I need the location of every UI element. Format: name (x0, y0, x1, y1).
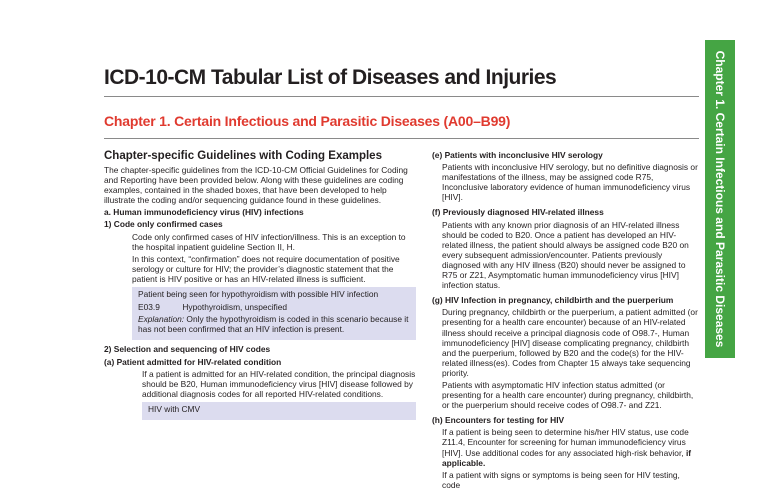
heading-selection-sequencing: 2) Selection and sequencing of HIV codes (104, 344, 271, 355)
paragraph-patient-admitted: If a patient is admitted for an HIV-related condition, the principal diagnosis should be B20, Human immunodeficiency virus [HIV] disease followed by additional diagnosis codes for all reported HIV-related conditions. (142, 368, 416, 399)
heading-confirmed-cases: 1) Code only confirmed cases (104, 219, 223, 230)
heading-hiv-pregnancy: (g) HIV Infection in pregnancy, childbirth and the puerperium (432, 295, 674, 306)
paragraph-inconclusive-serology: Patients with inconclusive HIV serology, but no definitive diagnosis or manifestations of the illness, may be assigned code R75, Inconclusive laboratory evidence of human immunodeficiency virus [HIV]. (442, 162, 698, 203)
paragraph-testing-symptoms: If a patient with signs or symptoms is being seen for HIV testing, code (442, 469, 680, 490)
paragraph-testing-for-hiv (442, 427, 700, 467)
example-code-row (138, 302, 410, 312)
example-explanation (138, 314, 410, 334)
paragraph-confirmation: In this context, “confirmation” does not require documentation of positive serology or culture for HIV; the provider’s diagnostic statement that the patient is HIV positive or has an HIV-related illness is sufficient. (132, 253, 400, 284)
paragraph-hiv-pregnancy-1: During pregnancy, childbirth or the puerperium, a patient admitted (or presenting for a health care encounter) because of an HIV-related illness should receive a principal diagnosis code of O98.7-, Human immunodeficiency [HIV] disease complicating pregnancy, childbirth and the puerperium, followed by B20 and the code(s) for the HIV-related illness(es). Codes from Chapter 15 always take sequencing priority. (442, 307, 698, 378)
left-column (104, 150, 416, 420)
paragraph-confirmed-cases: Code only confirmed cases of HIV infection/illness. This is an exception to the hospital inpatient guideline Section II, H. (132, 231, 406, 252)
example-scenario: Patient being seen for hypothyroidism with possible HIV infection (138, 289, 379, 300)
example2-title: HIV with CMV (148, 403, 201, 414)
paragraph-previously-diagnosed: Patients with any known prior diagnosis of an HIV-related illness should be coded to B20. Once a patient has developed an HIV-related illness, the patient should always be assigned code B20 on every subsequent admission/encounter. Patients previously diagnosed with any HIV illness (B20) should never be assigned to R75 or Z21, Asymptomatic human immunodeficiency virus [HIV] infection status. (442, 219, 689, 291)
paragraph-hiv-pregnancy-2: Patients with asymptomatic HIV infection status admitted (or presenting for a health care encounter) during pregnancy, childbirth, or the puerperium should receive codes of O98.7- and Z21. (442, 379, 694, 411)
book-title: ICD-10-CM Tabular List of Diseases and Injuries (104, 66, 557, 89)
chapter-side-tab-label: Chapter 1. Certain Infectious and Parasitic Diseases (713, 50, 727, 348)
intro-paragraph: The chapter-specific guidelines from the ICD-10-CM Official Guidelines for Coding and Reporting have been provided below. Along with these guidelines are coding examples, contained in the shaded boxes, that have been developed to help illustrate the coding and/or sequencing guidance found in these guidelines. (104, 165, 408, 206)
heading-previously-diagnosed: (f) Previously diagnosed HIV-related illness (432, 207, 604, 218)
heading-hiv-infections: a. Human immunodeficiency virus (HIV) infections (104, 207, 304, 218)
testing-text: If a patient is being seen to determine his/her HIV status, use code Z11.4, Encounter for screening for human immunodeficiency virus [HIV]. Use additional codes for any associated high-risk behavior, (442, 427, 689, 458)
example-code: E03.9 (138, 302, 160, 313)
heading-patient-admitted: (a) Patient admitted for HIV-related condition (104, 356, 282, 367)
testing-if-applicable: if applicable. (442, 447, 692, 468)
coding-example-box-2 (142, 402, 416, 420)
example-code-description: Hypothyroidism, unspecified (182, 302, 288, 313)
heading-testing-for-hiv: (h) Encounters for testing for HIV (432, 415, 565, 426)
heading-inconclusive-serology: (e) Patients with inconclusive HIV serology (432, 150, 603, 160)
coding-example-box (132, 287, 416, 340)
title-rule-bottom (104, 138, 699, 139)
title-rule-top (104, 96, 699, 97)
section-heading: Chapter-specific Guidelines with Coding Examples (104, 150, 382, 162)
explanation-label: Explanation: (138, 314, 185, 325)
chapter-title: Chapter 1. Certain Infectious and Parasitic Diseases (A00–B99) (104, 113, 511, 129)
explanation-text: Only the hypothyroidism is coded in this scenario because it has not been confirmed that an HIV infection is present. (138, 314, 409, 335)
